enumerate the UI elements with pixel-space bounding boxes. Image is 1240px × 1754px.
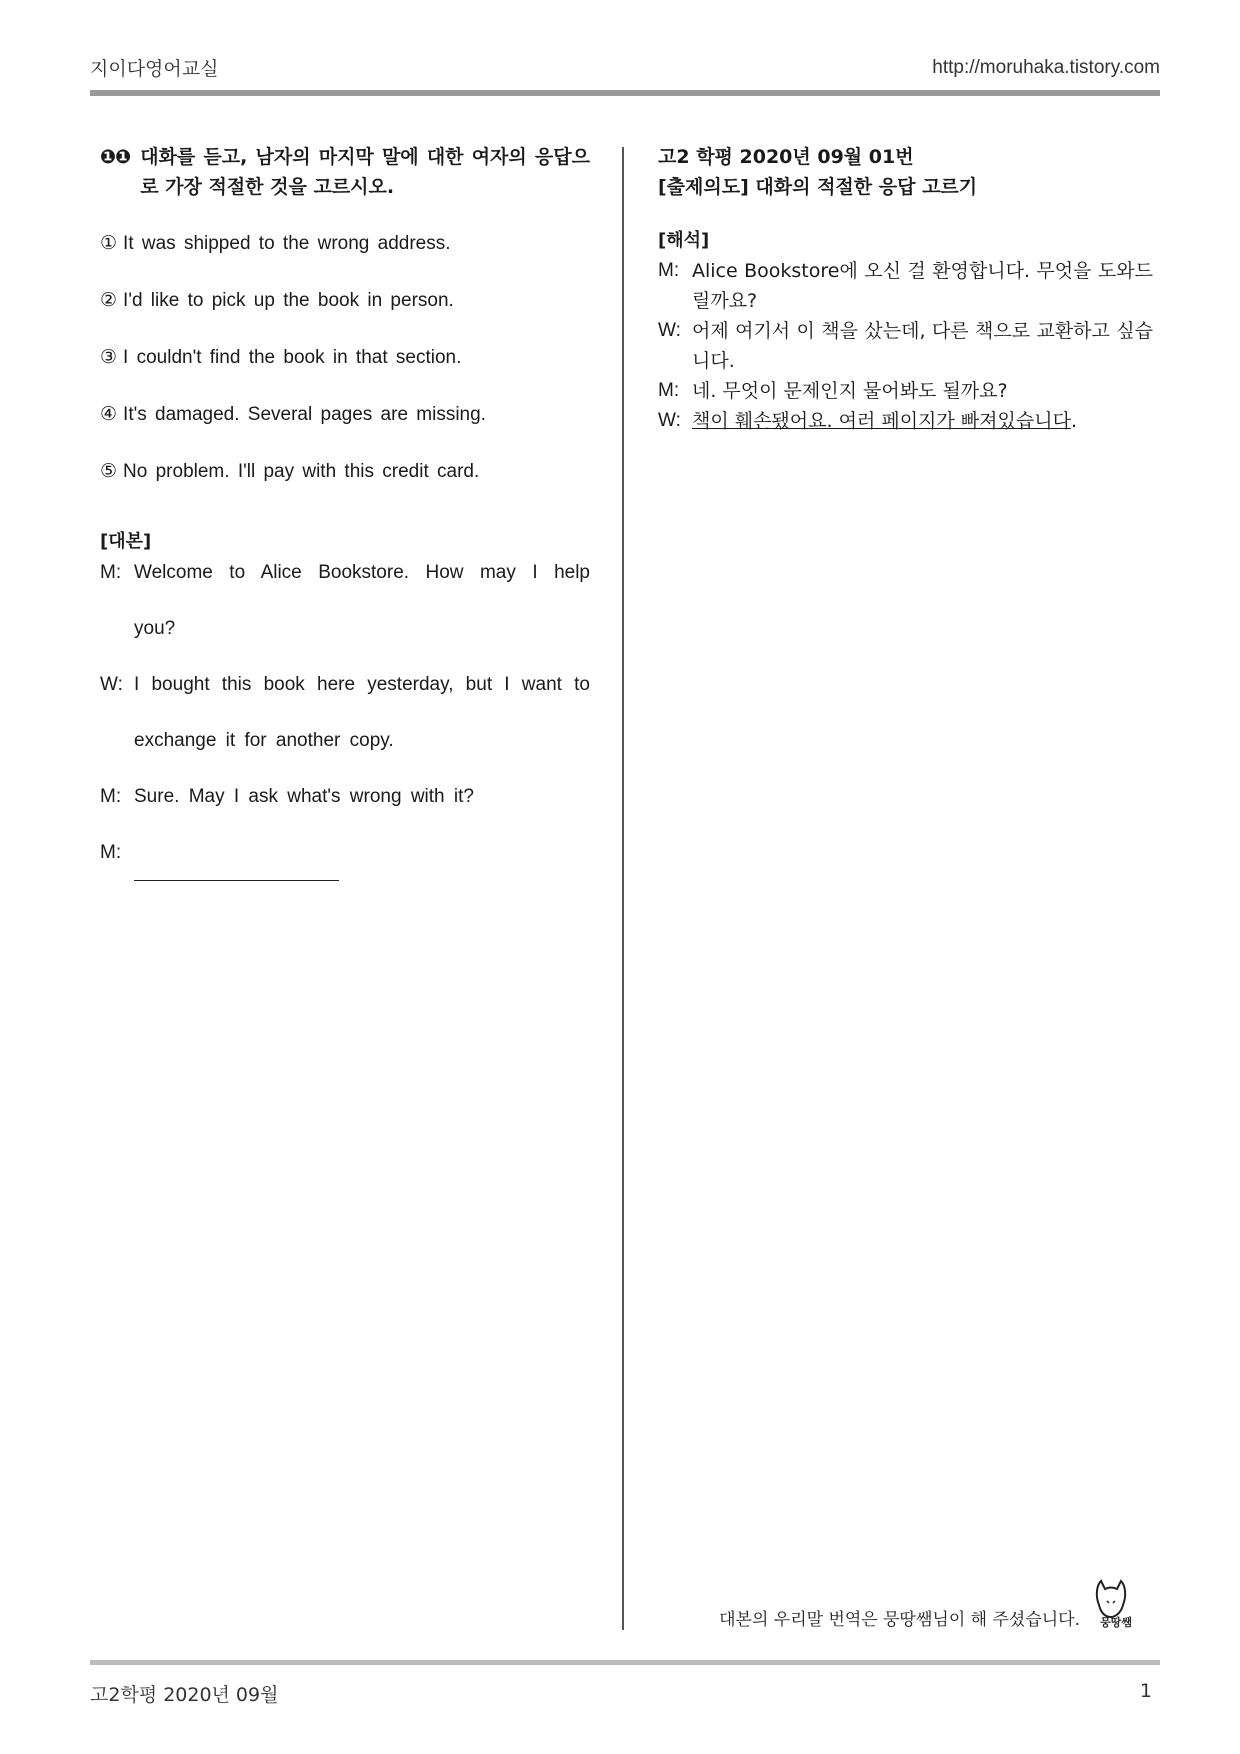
speaker-label: W: [658,410,681,431]
option-text: It was shipped to the wrong address. [123,233,451,254]
translation-line [658,256,1153,316]
footer-left: 고2학평 2020년 09월 [90,1684,279,1706]
script-line [100,769,590,825]
option-2 [100,285,590,316]
script-text: Sure. May I ask what's wrong with it? [134,786,474,807]
page-number: 1 [1139,1680,1152,1702]
translation-line [658,376,1153,406]
column-divider [622,147,624,1630]
translation-answer [692,406,1153,436]
answer-period: . [1070,410,1077,432]
option-text: I'd like to pick up the book in person. [123,290,454,311]
answer-blank [134,858,339,881]
answer-underlined: 책이 훼손됐어요. 여러 페이지가 빠져있습니다 [692,410,1071,432]
speaker-label: M: [658,260,680,281]
script-body [100,545,590,881]
translation-credit: 대본의 우리말 번역은 뭉땅쌤님이 해 주셨습니다. [719,1610,1080,1630]
option-mark: ④ [100,403,118,425]
translation-line [658,406,1153,436]
option-mark: ⑤ [100,460,118,482]
logo-text: 뭉땅쌤 [1100,1616,1132,1629]
question-number: ❶❶ [100,146,131,168]
header-rule [90,90,1160,96]
exam-info: 고2 학평 2020년 09월 01번 [658,146,914,168]
option-mark: ③ [100,346,118,368]
option-text: No problem. I'll pay with this credit card. [123,461,480,482]
translation-line [658,316,1153,376]
speaker-label: W: [658,320,681,341]
option-mark: ② [100,289,118,311]
option-5 [100,456,590,487]
right-column [658,142,1153,436]
question-intent: [출제의도] 대화의 적절한 응답 고르기 [658,176,978,198]
script-line [100,545,590,657]
option-mark: ① [100,232,118,254]
script-line [100,657,590,769]
translation-text: 어제 여기서 이 책을 샀는데, 다른 책으로 교환하고 싶습니다. [692,320,1153,372]
translation-title: [해석] [658,230,710,251]
left-column [100,142,590,881]
option-4 [100,399,590,430]
speaker-label: M: [100,842,122,863]
option-text: It's damaged. Several pages are missing. [123,404,486,425]
script-text: I bought this book here yesterday, but I want to exchange it for another copy. [134,674,590,751]
option-3 [100,342,590,373]
speaker-label: W: [100,674,123,695]
option-1 [100,228,590,259]
answer-blank-line [134,825,590,881]
options-list [100,228,590,487]
speaker-label: M: [100,786,122,807]
translation-text: 네. 무엇이 문제인지 물어봐도 될까요? [692,380,1008,402]
header-left-title: 지이다영어교실 [90,58,219,80]
question-text: 대화를 듣고, 남자의 마지막 말에 대한 여자의 응답으로 가장 적절한 것을 고르시오. [140,146,590,198]
script-text: Welcome to Alice Bookstore. How may I help you? [134,562,590,639]
script-title: [대본] [100,531,152,552]
speaker-label: M: [100,562,122,583]
footer-rule [90,1660,1160,1665]
translation-text: Alice Bookstore에 오신 걸 환영합니다. 무엇을 도와드릴까요? [692,260,1153,312]
question-title [100,142,590,202]
header-url[interactable]: http://moruhaka.tistory.com [932,57,1160,78]
speaker-label: M: [658,380,680,401]
script-line [100,825,590,881]
option-text: I couldn't find the book in that section. [123,347,462,368]
